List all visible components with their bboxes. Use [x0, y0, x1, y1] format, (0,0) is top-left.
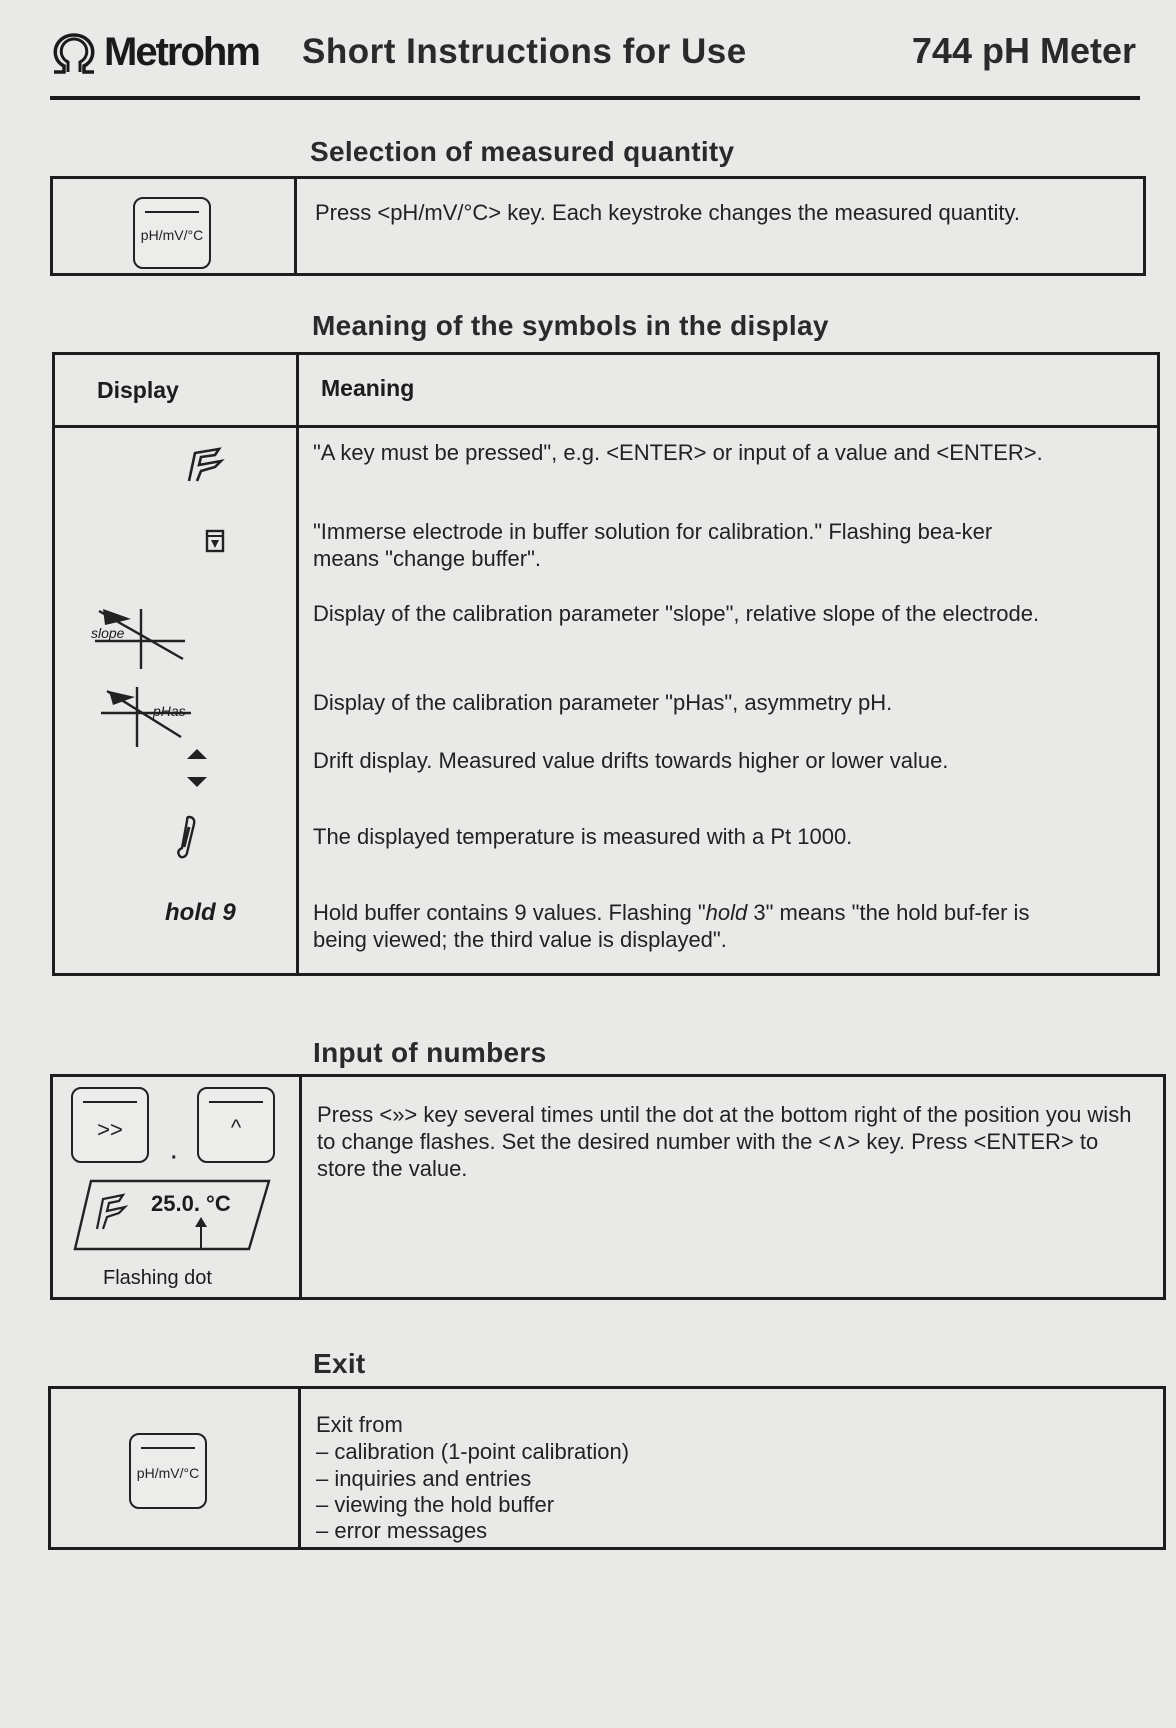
exit-item-inquiries: – inquiries and entries: [316, 1466, 532, 1491]
meaning-key-pressed: "A key must be pressed", e.g. <ENTER> or input of a value and <ENTER>.: [313, 440, 1043, 465]
drift-arrows-icon: [185, 745, 209, 791]
key-press-hand-icon: [185, 445, 229, 485]
meaning-drift: Drift display. Measured value drifts towards higher or lower value.: [313, 748, 949, 773]
beaker-icon: [205, 529, 225, 553]
column-header-display: Display: [97, 377, 179, 403]
numbers-box: [50, 1074, 1166, 1300]
section-title-symbols: Meaning of the symbols in the display: [312, 310, 829, 341]
meaning-slope: Display of the calibration parameter "slope", relative slope of the electrode.: [313, 601, 1040, 626]
phas-label: pHas: [153, 703, 186, 719]
meaning-phas: Display of the calibration parameter "pHas", asymmetry pH.: [313, 690, 893, 715]
exit-item-calibration: – calibration (1-point calibration): [316, 1439, 630, 1464]
exit-item-error-messages: – error messages: [316, 1518, 488, 1543]
selection-box: [50, 176, 1146, 276]
symbols-table: [52, 352, 1160, 976]
flashing-dot-caption: Flashing dot: [103, 1267, 212, 1289]
header-rule: [50, 96, 1140, 100]
right-shift-key-icon: >>: [71, 1087, 149, 1163]
column-header-meaning: Meaning: [321, 375, 415, 401]
section-title-selection: Selection of measured quantity: [310, 136, 735, 167]
metrohm-omega-logo-icon: [48, 32, 100, 78]
exit-ph-mv-c-key-icon: pH/mV/°C: [129, 1433, 207, 1509]
exit-item-hold-buffer: – viewing the hold buffer: [316, 1492, 555, 1517]
exit-box: [48, 1386, 1166, 1550]
device-model: 744 pH Meter: [911, 30, 1136, 71]
brand-name: Metrohm: [104, 30, 259, 74]
separator-dot: ·: [171, 1147, 178, 1169]
ph-mv-c-key-icon: pH/mV/°C: [133, 197, 211, 269]
thermometer-icon: [175, 813, 203, 865]
display-value: 25.0. °C: [151, 1191, 231, 1216]
slope-label: slope: [91, 625, 125, 641]
meaning-temperature: The displayed temperature is measured with a Pt 1000.: [313, 824, 853, 849]
section-title-input-numbers: Input of numbers: [313, 1037, 547, 1068]
exit-intro: Exit from: [316, 1412, 403, 1437]
document-title: Short Instructions for Use: [302, 32, 747, 71]
selection-instruction: Press <pH/mV/°C> key. Each keystroke changes the measured quantity.: [315, 200, 1020, 225]
meaning-hold-buffer: Hold buffer contains 9 values. Flashing "hold 3" means "the hold buf-fer is being viewed; the third value is displayed".: [313, 900, 1030, 952]
numbers-instruction: Press <»> key several times until the dot at the bottom right of the position you wish to change flashes. Set the desired number with the <∧> key. Press <ENTER> to store the value.: [317, 1102, 1132, 1181]
section-title-exit: Exit: [313, 1348, 366, 1379]
hold-symbol-label: hold 9: [165, 899, 236, 926]
up-key-icon: ^: [197, 1087, 275, 1163]
meaning-immerse-electrode: "Immerse electrode in buffer solution for calibration." Flashing bea-ker means "change buffer".: [313, 519, 993, 571]
